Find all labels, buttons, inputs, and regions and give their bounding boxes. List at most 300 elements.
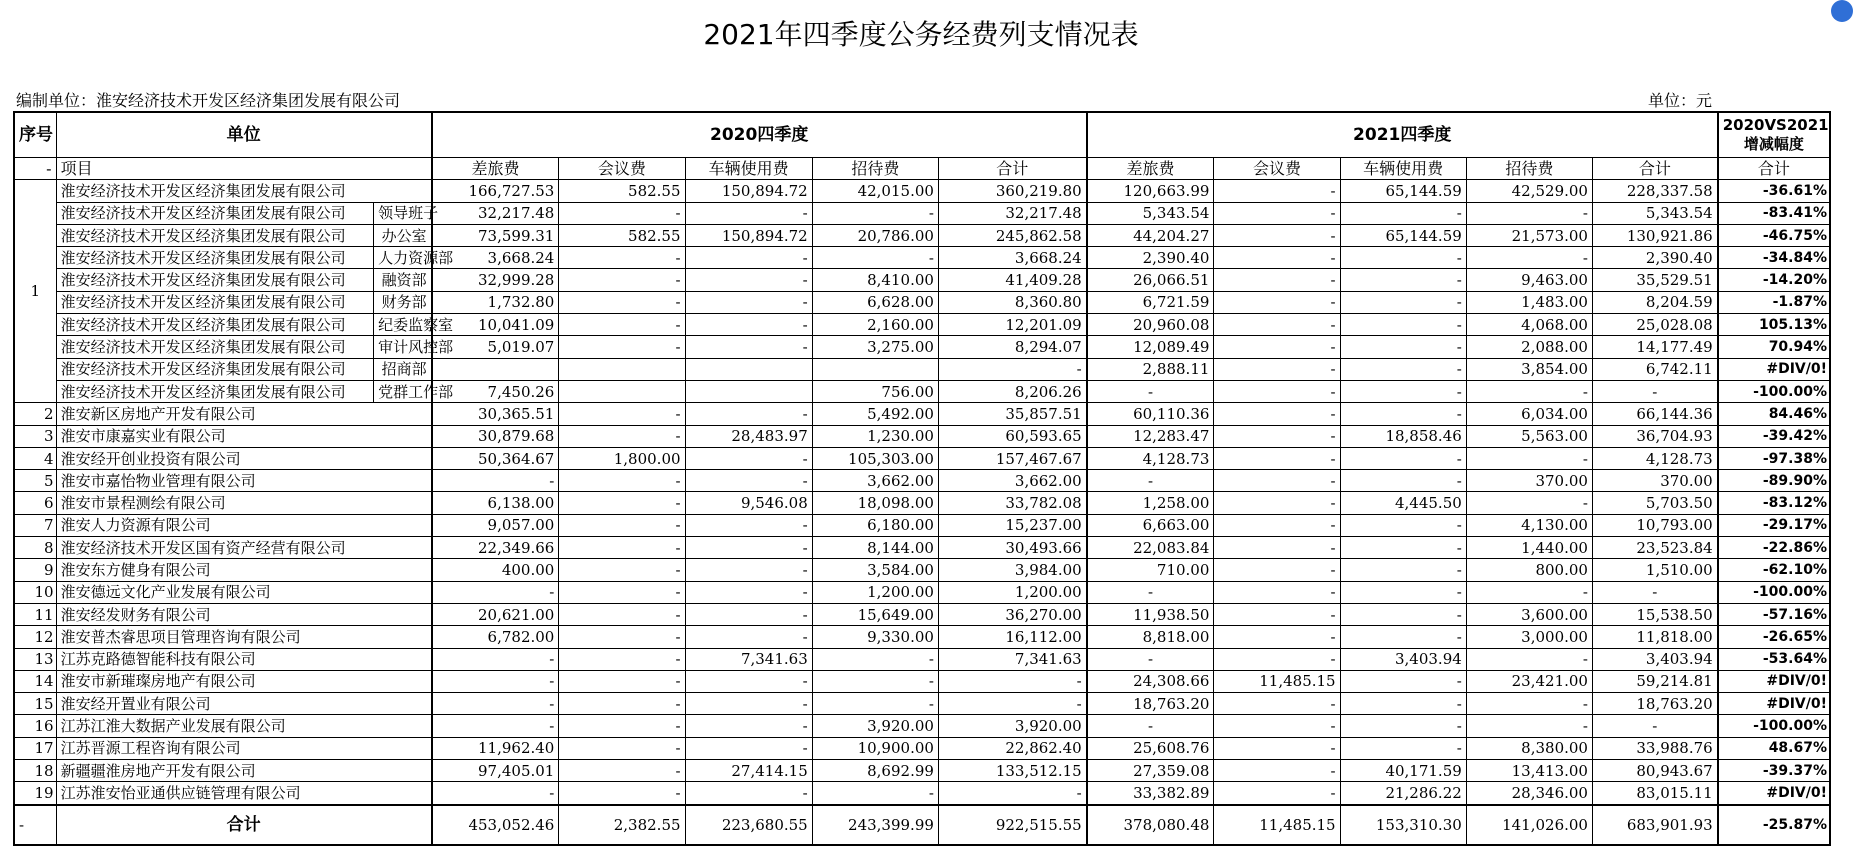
cell-2021-travel: - (1087, 715, 1214, 737)
header-2020-hospitality: 招待费 (812, 158, 938, 180)
cell-2021-travel: 20,960.08 (1087, 314, 1214, 336)
cell-2020-vehicle: - (685, 247, 812, 269)
cell-2020-total: 33,782.08 (938, 492, 1086, 514)
cell-2021-total: 36,704.93 (1592, 425, 1717, 447)
table-row (14, 247, 1830, 269)
cell-2020-travel: 30,879.68 (432, 425, 559, 447)
header-compare-total: 合计 (1718, 158, 1830, 180)
row-department: 办公室 (374, 224, 432, 246)
row-seq: 8 (14, 537, 56, 559)
cell-2020-total: 360,219.80 (938, 180, 1086, 202)
cell-2020-total: 1,200.00 (938, 581, 1086, 603)
cell-2020-meeting: - (559, 715, 685, 737)
table-row (14, 224, 1830, 246)
cell-2021-vehicle: - (1340, 581, 1466, 603)
cell-2021-hospitality: - (1466, 380, 1592, 402)
header-unit: 单位 (56, 112, 432, 158)
table-row (14, 492, 1830, 514)
cell-2020-travel: 6,782.00 (432, 626, 559, 648)
cell-2021-hospitality: 42,529.00 (1466, 180, 1592, 202)
cell-2021-travel: 24,308.66 (1087, 670, 1214, 692)
cell-2021-hospitality: - (1466, 693, 1592, 715)
cell-2020-meeting: - (559, 760, 685, 782)
cell-2021-hospitality: 28,346.00 (1466, 782, 1592, 805)
row-unit-name: 淮安经济技术开发区经济集团发展有限公司 (56, 269, 374, 291)
table-row (14, 180, 1830, 202)
cell-2021-vehicle: 40,171.59 (1340, 760, 1466, 782)
cell-2021-hospitality: 2,088.00 (1466, 336, 1592, 358)
cell-2020-meeting: - (559, 492, 685, 514)
cell-2020-hospitality: 8,410.00 (812, 269, 938, 291)
row-unit-name: 淮安新区房地产开发有限公司 (56, 403, 432, 425)
cell-2021-hospitality: 23,421.00 (1466, 670, 1592, 692)
cell-2021-meeting: - (1214, 269, 1340, 291)
cell-change-pct: -89.90% (1718, 470, 1830, 492)
row-unit-name: 淮安市新璀璨房地产有限公司 (56, 670, 432, 692)
cell-2021-vehicle: - (1340, 314, 1466, 336)
cell-2020-hospitality: 8,144.00 (812, 537, 938, 559)
cell-2020-vehicle: - (685, 737, 812, 759)
table-row (14, 670, 1830, 692)
cell-2021-hospitality: - (1466, 247, 1592, 269)
total-2021-hospitality: 141,026.00 (1466, 805, 1592, 845)
cell-2021-travel: 2,888.11 (1087, 358, 1214, 380)
cell-2020-total: 12,201.09 (938, 314, 1086, 336)
cell-2020-vehicle: - (685, 782, 812, 805)
cell-2021-meeting: - (1214, 514, 1340, 536)
cell-2020-vehicle: - (685, 202, 812, 224)
cell-2020-travel: 9,057.00 (432, 514, 559, 536)
header-2021-meeting: 会议费 (1214, 158, 1340, 180)
row-unit-name: 淮安市景程测绘有限公司 (56, 492, 432, 514)
total-2020-vehicle: 223,680.55 (685, 805, 812, 845)
cell-2021-hospitality: - (1466, 202, 1592, 224)
cell-2020-hospitality: 10,900.00 (812, 737, 938, 759)
cell-2020-meeting: - (559, 247, 685, 269)
cell-2021-hospitality: 4,068.00 (1466, 314, 1592, 336)
cell-2021-travel: 26,066.51 (1087, 269, 1214, 291)
table-row (14, 693, 1830, 715)
cell-2020-hospitality: 15,649.00 (812, 603, 938, 625)
cell-2020-total: 41,409.28 (938, 269, 1086, 291)
total-2020-total: 922,515.55 (938, 805, 1086, 845)
cell-change-pct: -1.87% (1718, 291, 1830, 313)
cell-2021-travel: 44,204.27 (1087, 224, 1214, 246)
row-department: 纪委监察室 (374, 314, 432, 336)
cell-2020-vehicle: - (685, 603, 812, 625)
cell-2020-hospitality: 6,180.00 (812, 514, 938, 536)
cell-2020-total: 32,217.48 (938, 202, 1086, 224)
table-row (14, 603, 1830, 625)
row-unit-name: 淮安经济技术开发区经济集团发展有限公司 (56, 358, 374, 380)
row-department: 人力资源部 (374, 247, 432, 269)
cell-change-pct: -57.16% (1718, 603, 1830, 625)
cell-2021-travel: 60,110.36 (1087, 403, 1214, 425)
cell-2020-hospitality: 42,015.00 (812, 180, 938, 202)
cell-2021-total: 1,510.00 (1592, 559, 1717, 581)
total-2021-total: 683,901.93 (1592, 805, 1717, 845)
cell-2020-meeting: - (559, 202, 685, 224)
cell-2021-travel: 120,663.99 (1087, 180, 1214, 202)
header-2020-total: 合计 (938, 158, 1086, 180)
cell-2020-hospitality: 756.00 (812, 380, 938, 402)
cell-2020-vehicle: - (685, 581, 812, 603)
cell-2021-hospitality: 21,573.00 (1466, 224, 1592, 246)
cell-2020-travel: 3,668.24 (432, 247, 559, 269)
cell-2021-hospitality: 1,440.00 (1466, 537, 1592, 559)
cell-2021-total: 25,028.08 (1592, 314, 1717, 336)
cell-2020-vehicle: - (685, 269, 812, 291)
cell-2020-meeting (559, 380, 685, 402)
cell-2020-vehicle: - (685, 693, 812, 715)
cell-2021-travel: 27,359.08 (1087, 760, 1214, 782)
cell-2021-total: 11,818.00 (1592, 626, 1717, 648)
cell-2021-meeting: - (1214, 358, 1340, 380)
cell-2020-total: 36,270.00 (938, 603, 1086, 625)
cell-2020-hospitality: 5,492.00 (812, 403, 938, 425)
total-change-pct: -25.87% (1718, 805, 1830, 845)
header-row-periods (14, 112, 1830, 158)
cell-change-pct: -14.20% (1718, 269, 1830, 291)
cell-2021-vehicle: - (1340, 670, 1466, 692)
table-row (14, 626, 1830, 648)
header-seq: 序号 (14, 112, 56, 158)
cell-2020-travel: - (432, 581, 559, 603)
cell-2021-total: 5,703.50 (1592, 492, 1717, 514)
cell-2021-travel: 12,089.49 (1087, 336, 1214, 358)
total-2020-meeting: 2,382.55 (559, 805, 685, 845)
cell-2021-meeting: - (1214, 715, 1340, 737)
table-row (14, 403, 1830, 425)
cell-2021-total: 228,337.58 (1592, 180, 1717, 202)
row-department: 领导班子 (374, 202, 432, 224)
cell-2021-hospitality: 370.00 (1466, 470, 1592, 492)
cell-2020-hospitality: 9,330.00 (812, 626, 938, 648)
cell-2020-vehicle: - (685, 314, 812, 336)
table-row (14, 269, 1830, 291)
header-compare-line1: 2020VS2021 (1722, 116, 1829, 134)
cell-2021-total: 130,921.86 (1592, 224, 1717, 246)
cell-2021-vehicle: 18,858.46 (1340, 425, 1466, 447)
header-2021-total: 合计 (1592, 158, 1717, 180)
cell-2020-hospitality: - (812, 782, 938, 805)
cell-2020-vehicle: 27,414.15 (685, 760, 812, 782)
cell-change-pct: -83.12% (1718, 492, 1830, 514)
cell-2020-meeting: 582.55 (559, 180, 685, 202)
table-row (14, 715, 1830, 737)
row-seq: 2 (14, 403, 56, 425)
cell-2020-vehicle (685, 358, 812, 380)
cell-2020-meeting: - (559, 403, 685, 425)
cell-2020-hospitality: 3,584.00 (812, 559, 938, 581)
cell-2021-travel: 1,258.00 (1087, 492, 1214, 514)
cell-2021-vehicle: - (1340, 737, 1466, 759)
cell-change-pct: -100.00% (1718, 581, 1830, 603)
cell-2021-total: 14,177.49 (1592, 336, 1717, 358)
cell-2021-hospitality: - (1466, 492, 1592, 514)
cell-2020-meeting: - (559, 269, 685, 291)
total-2020-travel: 453,052.46 (432, 805, 559, 845)
cell-2021-travel: 6,721.59 (1087, 291, 1214, 313)
cell-2021-total: - (1592, 715, 1717, 737)
cell-2020-hospitality: - (812, 202, 938, 224)
cell-2021-total: 35,529.51 (1592, 269, 1717, 291)
cell-2020-meeting: - (559, 291, 685, 313)
cell-2021-hospitality: 6,034.00 (1466, 403, 1592, 425)
row-seq: 1 (14, 180, 56, 403)
cell-2020-meeting: - (559, 470, 685, 492)
table-row (14, 336, 1830, 358)
table-row (14, 648, 1830, 670)
cell-2021-total: 2,390.40 (1592, 247, 1717, 269)
cell-2020-travel: 73,599.31 (432, 224, 559, 246)
cell-2020-total: 3,984.00 (938, 559, 1086, 581)
cell-2020-hospitality: 2,160.00 (812, 314, 938, 336)
expense-table (13, 111, 1831, 846)
cell-2021-meeting: - (1214, 648, 1340, 670)
cell-2020-hospitality: 1,230.00 (812, 425, 938, 447)
row-unit-name: 淮安经开创业投资有限公司 (56, 447, 432, 469)
cell-2020-meeting: - (559, 314, 685, 336)
cell-change-pct: #DIV/0! (1718, 693, 1830, 715)
cell-2021-hospitality: 1,483.00 (1466, 291, 1592, 313)
cell-change-pct: 48.67% (1718, 737, 1830, 759)
cell-2021-total: 15,538.50 (1592, 603, 1717, 625)
cell-2020-vehicle: - (685, 715, 812, 737)
cell-2021-travel: 2,390.40 (1087, 247, 1214, 269)
cell-2021-meeting: - (1214, 202, 1340, 224)
cell-2021-hospitality: 13,413.00 (1466, 760, 1592, 782)
total-seq: - (14, 805, 56, 845)
cell-2020-total: 60,593.65 (938, 425, 1086, 447)
cell-2020-total: 3,662.00 (938, 470, 1086, 492)
cell-2020-total: 30,493.66 (938, 537, 1086, 559)
table-row (14, 358, 1830, 380)
cell-2021-vehicle: - (1340, 514, 1466, 536)
cell-2020-travel: 400.00 (432, 559, 559, 581)
row-unit-name: 淮安经发财务有限公司 (56, 603, 432, 625)
cell-2020-travel: 22,349.66 (432, 537, 559, 559)
cell-change-pct: -26.65% (1718, 626, 1830, 648)
cell-change-pct: 70.94% (1718, 336, 1830, 358)
row-unit-name: 淮安经济技术开发区经济集团发展有限公司 (56, 247, 374, 269)
total-2020-hospitality: 243,399.99 (812, 805, 938, 845)
cell-2021-vehicle: 65,144.59 (1340, 224, 1466, 246)
cell-2021-vehicle: 65,144.59 (1340, 180, 1466, 202)
cell-2021-total: 18,763.20 (1592, 693, 1717, 715)
header-period-2020: 2020四季度 (432, 112, 1087, 158)
cell-change-pct: -34.84% (1718, 247, 1830, 269)
cell-2020-total: 133,512.15 (938, 760, 1086, 782)
cell-2021-travel: 4,128.73 (1087, 447, 1214, 469)
table-row (14, 291, 1830, 313)
cell-2021-meeting: - (1214, 180, 1340, 202)
cell-change-pct: -97.38% (1718, 447, 1830, 469)
cell-2020-travel: - (432, 715, 559, 737)
cell-2020-total: 22,862.40 (938, 737, 1086, 759)
cell-2021-hospitality: 9,463.00 (1466, 269, 1592, 291)
cell-2021-travel: 710.00 (1087, 559, 1214, 581)
total-2021-vehicle: 153,310.30 (1340, 805, 1466, 845)
cell-2020-vehicle: - (685, 559, 812, 581)
row-seq: 7 (14, 514, 56, 536)
row-unit-name: 淮安东方健身有限公司 (56, 559, 432, 581)
cell-2020-travel: 166,727.53 (432, 180, 559, 202)
cell-2020-vehicle: 7,341.63 (685, 648, 812, 670)
cell-2021-vehicle: 4,445.50 (1340, 492, 1466, 514)
cell-2020-vehicle: - (685, 537, 812, 559)
cell-2020-travel: 32,217.48 (432, 202, 559, 224)
cell-2021-hospitality: 5,563.00 (1466, 425, 1592, 447)
cell-2021-total: 23,523.84 (1592, 537, 1717, 559)
row-seq: 17 (14, 737, 56, 759)
cell-2021-meeting: - (1214, 760, 1340, 782)
cell-2021-travel: - (1087, 380, 1214, 402)
table-row (14, 760, 1830, 782)
cell-2020-travel: 5,019.07 (432, 336, 559, 358)
cell-2020-hospitality: 8,692.99 (812, 760, 938, 782)
cell-2021-vehicle: - (1340, 403, 1466, 425)
cell-2020-travel: 11,962.40 (432, 737, 559, 759)
cell-2021-vehicle: - (1340, 247, 1466, 269)
table-row (14, 447, 1830, 469)
row-seq: 10 (14, 581, 56, 603)
cell-2021-travel: 18,763.20 (1087, 693, 1214, 715)
cell-2021-travel: - (1087, 470, 1214, 492)
cell-2021-travel: 12,283.47 (1087, 425, 1214, 447)
cell-change-pct: -22.86% (1718, 537, 1830, 559)
cell-2021-total: 8,204.59 (1592, 291, 1717, 313)
cell-2021-travel: 6,663.00 (1087, 514, 1214, 536)
cell-change-pct: -62.10% (1718, 559, 1830, 581)
cell-2021-total: 5,343.54 (1592, 202, 1717, 224)
cell-2020-total: 3,920.00 (938, 715, 1086, 737)
row-unit-name: 江苏淮安怡亚通供应链管理有限公司 (56, 782, 432, 805)
cell-2020-travel: 6,138.00 (432, 492, 559, 514)
cell-2021-vehicle: 21,286.22 (1340, 782, 1466, 805)
row-unit-name: 淮安经济技术开发区经济集团发展有限公司 (56, 202, 374, 224)
row-seq: 19 (14, 782, 56, 805)
cell-change-pct: #DIV/0! (1718, 782, 1830, 805)
cell-2020-travel: - (432, 670, 559, 692)
row-seq: 18 (14, 760, 56, 782)
row-seq: 3 (14, 425, 56, 447)
cell-2020-hospitality: 1,200.00 (812, 581, 938, 603)
cell-2020-total: 35,857.51 (938, 403, 1086, 425)
cell-2020-vehicle: - (685, 470, 812, 492)
row-unit-name: 淮安经济技术开发区经济集团发展有限公司 (56, 380, 374, 402)
row-seq: 9 (14, 559, 56, 581)
cell-2020-vehicle: - (685, 336, 812, 358)
cell-2020-hospitality: 3,275.00 (812, 336, 938, 358)
cell-2021-total: 83,015.11 (1592, 782, 1717, 805)
cell-2020-total: 8,206.26 (938, 380, 1086, 402)
cell-2021-total: 80,943.67 (1592, 760, 1717, 782)
cell-2021-hospitality: - (1466, 648, 1592, 670)
total-2021-meeting: 11,485.15 (1214, 805, 1340, 845)
cell-2021-total: 4,128.73 (1592, 447, 1717, 469)
row-unit-name: 淮安经济技术开发区国有资产经营有限公司 (56, 537, 432, 559)
cell-2020-total: 157,467.67 (938, 447, 1086, 469)
cell-2021-hospitality: 800.00 (1466, 559, 1592, 581)
cell-2021-travel: - (1087, 648, 1214, 670)
cell-2020-vehicle: - (685, 447, 812, 469)
row-unit-name: 淮安经济技术开发区经济集团发展有限公司 (56, 224, 374, 246)
header-2021-vehicle: 车辆使用费 (1340, 158, 1466, 180)
cell-2020-total: - (938, 358, 1086, 380)
row-unit-name: 淮安经济技术开发区经济集团发展有限公司 (56, 180, 432, 202)
cell-2020-hospitality: 20,786.00 (812, 224, 938, 246)
cell-2020-meeting: - (559, 603, 685, 625)
cell-2020-total: - (938, 693, 1086, 715)
cell-2021-total: - (1592, 581, 1717, 603)
cell-2020-vehicle: 150,894.72 (685, 224, 812, 246)
cell-2021-total: 33,988.76 (1592, 737, 1717, 759)
row-unit-name: 淮安经济技术开发区经济集团发展有限公司 (56, 336, 374, 358)
cell-2021-hospitality: 4,130.00 (1466, 514, 1592, 536)
cell-2020-meeting: - (559, 581, 685, 603)
cell-2020-meeting: - (559, 559, 685, 581)
cell-2020-vehicle: 9,546.08 (685, 492, 812, 514)
cell-2020-travel: - (432, 648, 559, 670)
cell-2021-meeting: - (1214, 380, 1340, 402)
cell-2021-meeting: - (1214, 291, 1340, 313)
cell-2020-hospitality: - (812, 648, 938, 670)
table-row (14, 470, 1830, 492)
row-unit-name: 新疆疆淮房地产开发有限公司 (56, 760, 432, 782)
header-row-columns (14, 158, 1830, 180)
cell-2020-meeting: - (559, 782, 685, 805)
cell-2020-vehicle: - (685, 403, 812, 425)
total-row (14, 805, 1830, 845)
cell-2021-vehicle: - (1340, 693, 1466, 715)
cell-2021-meeting: - (1214, 470, 1340, 492)
corner-badge-icon (1831, 0, 1853, 22)
cell-change-pct: -36.61% (1718, 180, 1830, 202)
row-seq: 13 (14, 648, 56, 670)
cell-2021-meeting: - (1214, 492, 1340, 514)
cell-2020-total: 16,112.00 (938, 626, 1086, 648)
cell-2020-vehicle (685, 380, 812, 402)
cell-2021-vehicle: - (1340, 537, 1466, 559)
cell-2021-vehicle: - (1340, 336, 1466, 358)
table-row (14, 514, 1830, 536)
cell-2021-meeting: - (1214, 693, 1340, 715)
cell-2021-vehicle: - (1340, 291, 1466, 313)
cell-change-pct: 84.46% (1718, 403, 1830, 425)
cell-2020-vehicle: - (685, 291, 812, 313)
row-unit-name: 淮安经开置业有限公司 (56, 693, 432, 715)
cell-2021-meeting: - (1214, 336, 1340, 358)
cell-2020-meeting: 582.55 (559, 224, 685, 246)
cell-change-pct: -53.64% (1718, 648, 1830, 670)
cell-2020-meeting: - (559, 670, 685, 692)
cell-change-pct: -39.42% (1718, 425, 1830, 447)
cell-2021-travel: 33,382.89 (1087, 782, 1214, 805)
cell-2021-total: 59,214.81 (1592, 670, 1717, 692)
cell-2020-travel: 97,405.01 (432, 760, 559, 782)
cell-2020-hospitality: - (812, 247, 938, 269)
cell-2021-meeting: - (1214, 447, 1340, 469)
cell-2021-total: 10,793.00 (1592, 514, 1717, 536)
cell-2020-vehicle: - (685, 670, 812, 692)
cell-2021-meeting: - (1214, 537, 1340, 559)
header-2020-vehicle: 车辆使用费 (685, 158, 812, 180)
cell-2020-total: 15,237.00 (938, 514, 1086, 536)
cell-change-pct: -83.41% (1718, 202, 1830, 224)
cell-2020-hospitality: 3,662.00 (812, 470, 938, 492)
cell-2021-meeting: - (1214, 581, 1340, 603)
